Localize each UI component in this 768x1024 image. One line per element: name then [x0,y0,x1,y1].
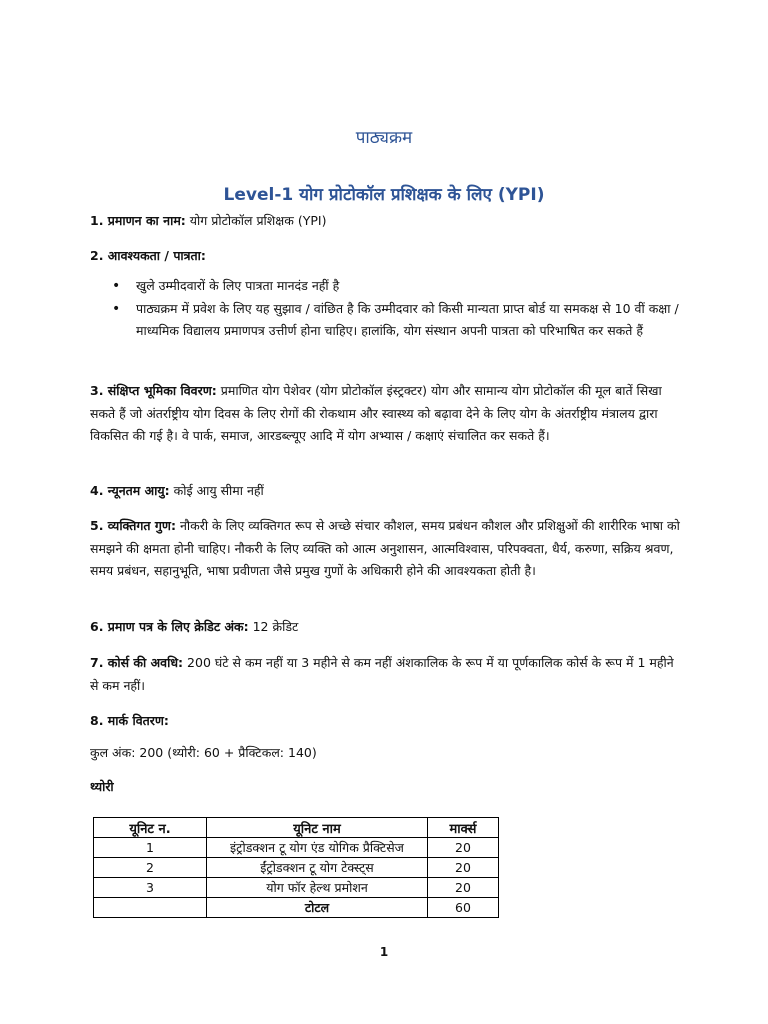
unit-no-cell: 1 [94,838,207,858]
section-8-label: 8. मार्क वितरण: [90,713,169,728]
header-unit-name: यूनिट नाम [207,818,428,838]
total-marks-cell: 60 [428,898,499,918]
total-blank-cell [94,898,207,918]
document-subheading: Level-1 योग प्रोटोकॉल प्रशिक्षक के लिए (YPI) [223,185,545,205]
bullet-item: • पाठ्यक्रम में प्रवेश के लिए यह सुझाव / वांछित है कि उम्मीदवार को किसी मान्यता प्राप्त बोर्ड या समकक्ष से 10 वीं कक्षा / माध्यमिक विद्यालय प्रमाणपत्र उत्तीर्ण होना चाहिए। हालांकि, योग संस्थान अपनी पात्रता को परिभाषित कर सकते हैं [110,298,680,343]
page-number: 1 [379,945,389,959]
bullet-item: • खुले उम्मीदवारों के लिए पात्रता मानदंड नहीं है [110,275,680,298]
section-5-text: नौकरी के लिए व्यक्तिगत रूप से अच्छे संचार कौशल, समय प्रबंधन कौशल और प्रशिक्षुओं की शारीरिक भाषा को समझने की क्षमता होनी चाहिए। नौकरी के लिए व्यक्ति को आत्म अनुशासन, आत्मविश्वास, परिपक्वता, धैर्य, करुणा, सक्रिय श्रवण, समय प्रबंधन, सहानुभूति, भाषा प्रवीणता जैसे प्रमुख गुणों के अधिकारी होने की आवश्यकता होती है। [90,518,680,578]
marks-cell: 20 [428,878,499,898]
unit-name-cell: योग फॉर हेल्थ प्रमोशन [207,878,428,898]
section-6-text: 12 क्रेडिट [248,619,299,634]
header-marks: मार्क्स [428,818,499,838]
section-2-label: 2. आवश्यकता / पात्रता: [90,248,206,263]
section-1 [90,210,686,233]
section-5-label: 5. व्यक्तिगत गुण: [90,518,176,533]
unit-name-cell: ईंट्रोडक्शन टू योग टेक्स्ट्स [207,858,428,878]
marks-cell: 20 [428,858,499,878]
total-label-cell: टोटल [207,898,428,918]
theory-units-table [93,817,499,918]
section-3-text: प्रमाणित योग पेशेवर (योग प्रोटोकॉल इंस्ट्रक्टर) योग और सामान्य योग प्रोटोकॉल की मूल बातें सिखा सकते हैं जो अंतर्राष्ट्रीय योग दिवस के लिए रोगों की रोकथाम और स्वास्थ्य को बढ़ावा देने के लिए योग के अंतर्राष्ट्रीय मंत्रालय द्वारा विकसित की गई है। वे पार्क, समाज, आरडब्ल्यूए आदि में योग अभ्यास / कक्षाएं संचालित कर सकते हैं। [90,383,662,443]
section-2-bullets [110,275,680,343]
section-7 [90,652,686,697]
unit-no-cell: 3 [94,878,207,898]
marks-cell: 20 [428,838,499,858]
table-row [94,858,499,878]
table-row [94,878,499,898]
unit-no-cell: 2 [94,858,207,878]
section-4-label: 4. न्यूनतम आयु: [90,483,170,498]
section-6 [90,616,686,639]
table-header-row [94,818,499,838]
section-1-text: योग प्रोटोकॉल प्रशिक्षक (YPI) [185,213,327,228]
document-heading: पाठ्यक्रम [355,128,413,148]
section-7-label: 7. कोर्स की अवधि: [90,655,184,670]
section-7-text: 200 घंटे से कम नहीं या 3 महीने से कम नहीं अंशकालिक के रूप में या पूर्णकालिक कोर्स के रूप में 1 महीने से कम नहीं। [90,655,674,693]
section-4 [90,480,686,503]
section-6-label: 6. प्रमाण पत्र के लिए क्रेडिट अंक: [90,619,249,634]
table-total-row [94,898,499,918]
total-marks: कुल अंक: 200 (थ्योरी: 60 + प्रैक्टिकल: 140) [90,745,317,760]
section-5 [90,515,686,583]
unit-name-cell: इंट्रोडक्शन टू योग एंड योगिक प्रैक्टिसेज [207,838,428,858]
table-row [94,838,499,858]
section-3-label: 3. संक्षिप्त भूमिका विवरण: [90,383,217,398]
header-unit-no: यूनिट न. [94,818,207,838]
section-1-label: 1. प्रमाणन का नाम: [90,213,186,228]
section-8 [90,710,686,733]
section-4-text: कोई आयु सीमा नहीं [169,483,264,498]
section-3 [90,380,686,448]
theory-heading: थ्योरी [90,779,114,794]
